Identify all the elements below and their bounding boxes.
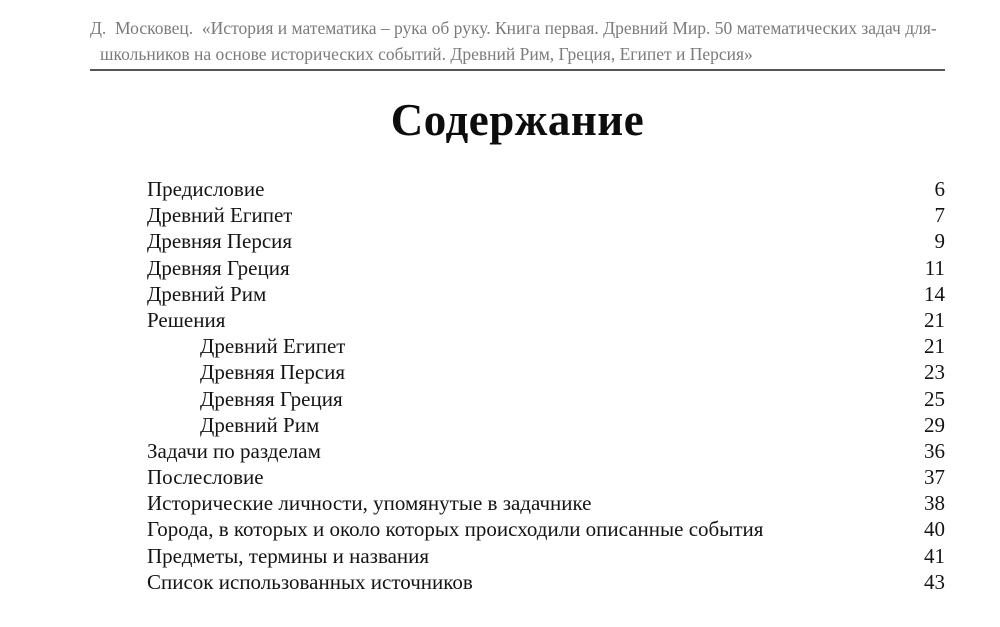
toc-entry bbox=[147, 412, 945, 438]
toc-entry-page: 23 bbox=[924, 360, 945, 385]
toc-entry bbox=[147, 281, 945, 307]
toc-entry bbox=[147, 202, 945, 228]
toc-entry bbox=[147, 516, 945, 542]
toc-entry bbox=[147, 438, 945, 464]
toc-list bbox=[147, 176, 945, 595]
header-divider bbox=[90, 69, 945, 71]
toc-entry bbox=[147, 490, 945, 516]
toc-entry bbox=[147, 569, 945, 595]
toc-entry bbox=[147, 543, 945, 569]
toc-entry-label: Предисловие bbox=[147, 177, 265, 201]
toc-entry-label: Древняя Персия bbox=[200, 360, 346, 385]
toc-entry-label: Древний Рим bbox=[200, 412, 320, 437]
running-header bbox=[90, 15, 945, 71]
page-title: Содержание bbox=[390, 95, 645, 145]
toc-entry-page: 37 bbox=[924, 465, 945, 490]
toc-entry-page: 9 bbox=[934, 229, 945, 254]
toc-entry-label: Древняя Греция bbox=[200, 386, 343, 411]
toc-entry-page: 14 bbox=[924, 281, 945, 306]
toc-entry-label: Предметы, термины и названия bbox=[147, 543, 430, 568]
toc-entry-label: Древняя Греция bbox=[147, 255, 290, 280]
toc-entry bbox=[147, 333, 945, 359]
toc-entry bbox=[147, 176, 945, 202]
toc-entry-label: Древний Рим bbox=[147, 281, 267, 306]
toc-entry bbox=[147, 359, 945, 385]
toc-entry-page: 41 bbox=[924, 543, 945, 568]
toc-entry-page: 40 bbox=[924, 517, 945, 542]
toc-entry bbox=[147, 228, 945, 254]
toc-entry-page: 21 bbox=[924, 307, 945, 332]
toc-entry bbox=[147, 307, 945, 333]
toc-entry-label: Решения bbox=[147, 307, 226, 332]
toc-entry-page: 43 bbox=[924, 569, 945, 594]
toc-entry-label: Города, в которых и около которых происходили описанные события bbox=[147, 517, 764, 542]
toc-entry-label: Список использованных источников bbox=[147, 569, 473, 594]
toc-entry-page: 25 bbox=[924, 386, 945, 411]
toc-entry-label: Древняя Персия bbox=[147, 229, 293, 254]
toc-entry-label: Задачи по разделам bbox=[147, 438, 321, 463]
toc-entry bbox=[147, 386, 945, 412]
toc-entry-label: Послесловие bbox=[147, 465, 264, 490]
toc-entry-page: 38 bbox=[924, 491, 945, 516]
toc-entry-page: 11 bbox=[924, 255, 945, 280]
toc-entry-page: 7 bbox=[934, 203, 945, 228]
toc-entry-label: Древний Египет bbox=[200, 334, 346, 359]
toc-entry-page: 6 bbox=[934, 177, 945, 201]
toc-entry-label: Исторические личности, упомянутые в задачнике bbox=[147, 491, 592, 516]
toc-entry-page: 29 bbox=[924, 412, 945, 437]
toc-entry-page: 21 bbox=[924, 334, 945, 359]
running-header-line2: школьников на основе исторических событий. Древний Рим, Греция, Египет и Персия» bbox=[100, 44, 753, 64]
toc-entry-label: Древний Египет bbox=[147, 203, 293, 228]
toc-entry-page: 36 bbox=[924, 438, 945, 463]
running-header-line1: Д. Московец. «История и математика – рука об руку. Книга первая. Древний Мир. 50 математических задач для- bbox=[90, 18, 937, 38]
toc-entry bbox=[147, 255, 945, 281]
toc-entry bbox=[147, 464, 945, 490]
